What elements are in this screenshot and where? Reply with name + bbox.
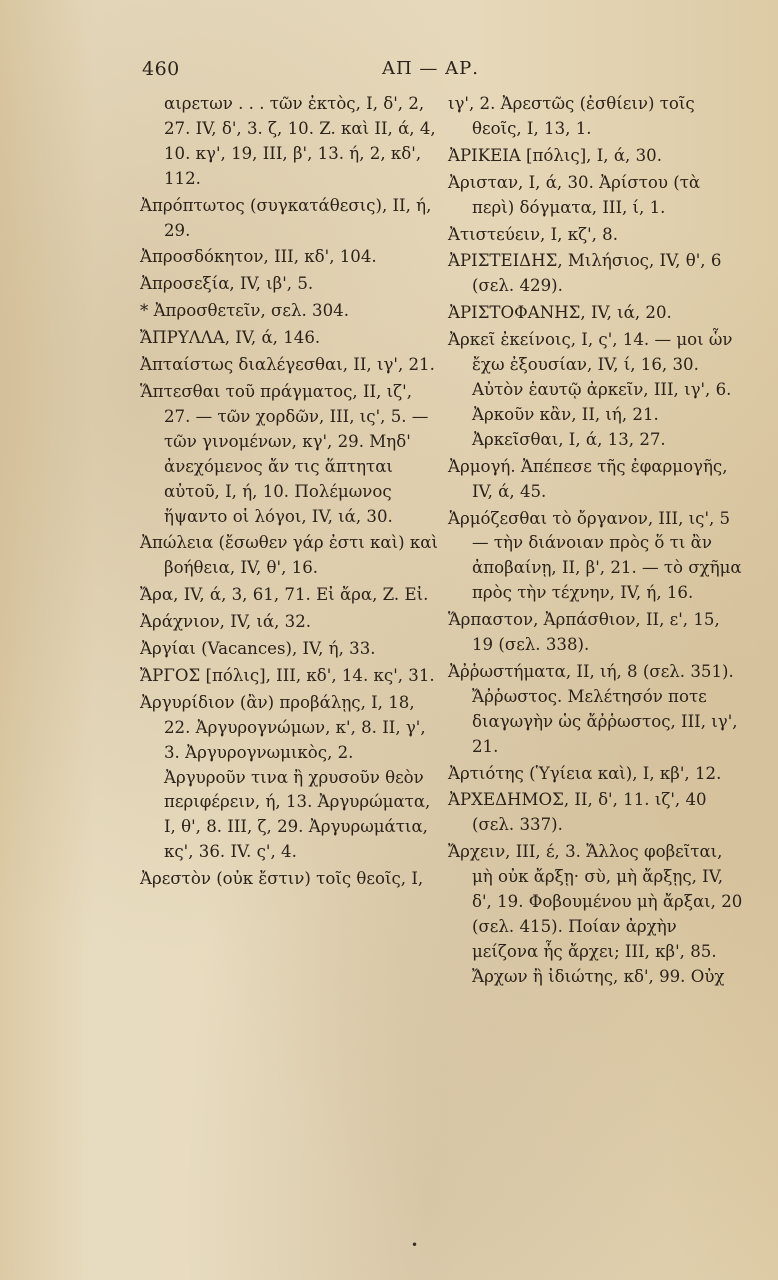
index-entry: ἌΡΓΟΣ [πόλις], III, κδ', 14. κς', 31.: [140, 665, 435, 685]
index-entry: Ἀτιστεύειν, I, κζ', 8.: [448, 224, 619, 244]
index-entry: Ἀρκεῖ ἐκείνοις, I, ς', 14. — μοι ὧν ἔχω ἐξουσίαν, IV, ί, 16, 30. Αὐτὸν ἑαυτῷ ἀρκεῖν, III, ιγ', 6. Ἀρκοῦν κἂν, II, ιή, 21. Ἀρκεῖσθαι, I, ά, 13, 27.: [448, 330, 733, 449]
index-entry: Ἀπρόπτωτος (συγκατάθεσις), II, ή, 29.: [140, 195, 432, 240]
left-column: [140, 92, 438, 894]
running-head: ΑΠ — ΑΡ.: [382, 58, 479, 79]
index-entry: Ἀπταίστως διαλέγεσθαι, II, ιγ', 21.: [140, 355, 435, 375]
index-entry: Ἀρτιότης (Ὑγίεια καὶ), I, κβ', 12.: [448, 763, 722, 783]
index-entry: ιγ', 2. Ἀρεστῶς (ἐσθίειν) τοῖς θεοῖς, I, 13, 1.: [448, 94, 695, 138]
index-entry: Ἅπτεσθαι τοῦ πράγματος, II, ιζ', 27. — τῶν χορδῶν, III, ις', 5. — τῶν γινομένων, κγ', 29. Μηδ' ἀνεχόμενος ἄν τις ἅπτηται αὐτοῦ, I, ή, 10. Πολέμωνος ἥψαντο οἱ λόγοι, IV, ιά, 30.: [140, 381, 429, 526]
index-entry: Ἀρισταν, I, ά, 30. Ἀρίστου (τὰ περὶ) δόγματα, III, ί, 1.: [448, 172, 701, 217]
index-entry: Ἀπροσεξία, IV, ιβ', 5.: [140, 274, 314, 294]
index-entry: ἈΡΙΚΕΙΑ [πόλις], I, ά, 30.: [448, 145, 662, 165]
index-entry: Ἀρεστὸν (οὐκ ἔστιν) τοῖς θεοῖς, I,: [140, 869, 424, 889]
index-entry: Ἀπροσδόκητον, III, κδ', 104.: [140, 247, 377, 267]
page-number: 460: [142, 58, 180, 80]
index-entry: Ἄρχειν, III, έ, 3. Ἄλλος φοβεῖται, μὴ οὐκ ἄρξῃ· σὺ, μὴ ἄρξῃς, IV, δ', 19. Φοβουμένου μὴ ἄρξαι, 20 (σελ. 415). Ποίαν ἀρχὴν μείζονα ἧς ἄρχει; III, κβ', 85. Ἄρχων ἢ ἰδιώτης, κδ', 99. Οὐχ: [448, 842, 743, 986]
index-entry: Ἀπώλεια (ἔσωθεν γάρ ἐστι καὶ) καὶ βοήθεια, IV, θ', 16.: [140, 533, 438, 578]
index-entry: ἈΡΧΕΔΗΜΟΣ, II, δ', 11. ιζ', 40 (σελ. 337).: [448, 790, 707, 835]
index-entry: Ἀργίαι (Vacances), IV, ή, 33.: [140, 639, 376, 659]
index-entry: ἌΠΡΥΛΛΑ, IV, ά, 146.: [140, 328, 321, 348]
index-entry: * Ἀπροσθετεῖν, σελ. 304.: [140, 301, 349, 321]
index-entry: Ἀργυρίδιον (ἂν) προβάλῃς, I, 18, 22. Ἀργυρογνώμων, κ', 8. II, γ', 3. Ἀργυρογνωμικὸς, 2. Ἀργυροῦν τινα ἢ χρυσοῦν θεὸν περιφέρειν, ή, 13. Ἀργυρώματα, I, θ', 8. III, ζ, 29. Ἀργυρωμάτια, κς', 36. IV. ς', 4.: [140, 692, 431, 862]
index-entry: ἈΡΙΣΤΕΙΔΗΣ, Μιλήσιος, IV, θ', 6 (σελ. 429).: [448, 251, 722, 296]
index-entry: ἈΡΙΣΤΟΦΑΝΗΣ, IV, ιά, 20.: [448, 303, 672, 323]
index-entry: αιρετων . . . τῶν ἐκτὸς, I, δ', 2, 27. IV, δ', 3. ζ, 10. Z. καὶ II, ά, 4, 10. κγ', 19, III, β', 13. ή, 2, κδ', 112.: [164, 94, 436, 188]
index-entry: Ἀῤῥωστήματα, II, ιή, 8 (σελ. 351). Ἄῤῥωστος. Μελέτησόν ποτε διαγωγὴν ὡς ἄῤῥωστος, III, ιγ', 21.: [448, 661, 738, 756]
page-header: [142, 58, 738, 86]
index-entry: Ἁρμόζεσθαι τὸ ὄργανον, III, ις', 5 — τὴν διάνοιαν πρὸς ὅ τι ἂν ἀποβαίνῃ, II, β', 21. — τὸ σχῆμα πρὸς τὴν τέχνην, IV, ή, 16.: [448, 508, 742, 603]
index-entry: Ἅρπαστον, Ἀρπάσθιον, II, ε', 15, 19 (σελ. 338).: [448, 610, 720, 655]
right-column: [448, 92, 746, 992]
footer-ornament: •: [411, 1238, 419, 1252]
index-entry: Ἄρα, IV, ά, 3, 61, 71. Εἰ ἄρα, Z. Εἰ.: [140, 585, 429, 605]
index-entry: Ἀρμογή. Ἀπέπεσε τῆς ἐφαρμογῆς, IV, ά, 45.: [448, 456, 728, 501]
index-entry: Ἀράχνιον, IV, ιά, 32.: [140, 612, 312, 632]
